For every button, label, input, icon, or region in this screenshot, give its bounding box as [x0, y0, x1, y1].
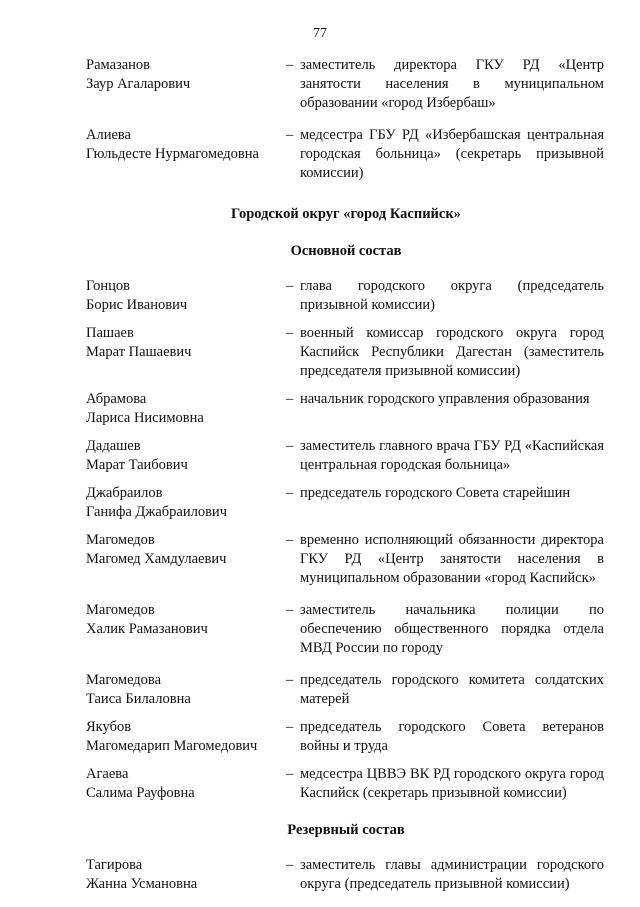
person-name [86, 437, 286, 475]
list-item [86, 718, 606, 756]
given-name: Заур Агаларович [86, 76, 191, 92]
surname: Алиева [86, 127, 131, 143]
list-item [86, 484, 606, 522]
dash: – [286, 766, 294, 782]
role-text: временно исполняющий обязанности директора ГКУ РД «Центр занятости населения в муниципальном образовании «город Каспийск» [300, 532, 604, 586]
person-role [286, 856, 604, 894]
surname: Рамазанов [86, 57, 151, 73]
list-item [86, 277, 606, 315]
given-name: Салима Рауфовна [86, 785, 195, 801]
given-name: Халик Рамазанович [86, 621, 208, 637]
list-item [86, 437, 606, 475]
given-name: Магомедарип Магомедович [86, 738, 258, 754]
person-role [286, 56, 604, 113]
dash: – [286, 278, 294, 294]
person-name [86, 765, 286, 803]
list-item [86, 671, 606, 709]
dash: – [286, 438, 294, 454]
surname: Дадашев [86, 438, 141, 454]
document-body [86, 56, 606, 907]
role-text: начальник городского управления образования [300, 391, 590, 407]
list-item [86, 390, 606, 428]
dash: – [286, 719, 294, 735]
person-role [286, 126, 604, 183]
surname: Тагирова [86, 857, 143, 873]
dash: – [286, 857, 294, 873]
list-item [86, 601, 606, 658]
surname: Пашаев [86, 325, 134, 341]
given-name: Ганифа Джабраилович [86, 504, 227, 520]
person-role [286, 437, 604, 475]
dash: – [286, 485, 294, 501]
person-role [286, 601, 604, 658]
person-name [86, 277, 286, 315]
list-item [86, 126, 606, 183]
person-role [286, 324, 604, 381]
page-number: 77 [313, 26, 327, 41]
surname: Джабраилов [86, 485, 163, 501]
list-item [86, 531, 606, 588]
person-role [286, 718, 604, 756]
role-text: председатель городского Совета ветеранов войны и труда [300, 719, 604, 754]
dash: – [286, 57, 294, 73]
person-name [86, 856, 286, 894]
person-role [286, 277, 604, 315]
person-role [286, 765, 604, 803]
person-name [86, 126, 286, 183]
dash: – [286, 602, 294, 618]
surname: Агаева [86, 766, 129, 782]
role-text: председатель городского комитета солдатских матерей [300, 672, 604, 707]
given-name: Гюльдесте Нурмагомедовна [86, 146, 259, 162]
dash: – [286, 391, 294, 407]
list-item [86, 856, 606, 894]
list-item [86, 765, 606, 803]
role-text: председатель городского Совета старейшин [300, 485, 571, 501]
person-name [86, 531, 286, 588]
dash: – [286, 672, 294, 688]
role-text: заместитель директора ГКУ РД «Центр занятости населения в муниципальном образовании «город Избербаш» [300, 57, 604, 111]
person-role [286, 531, 604, 588]
reserve-composition-heading: Резервный состав [287, 822, 405, 838]
person-role [286, 484, 604, 522]
list-item [86, 56, 606, 113]
given-name: Марат Пашаевич [86, 344, 192, 360]
person-name [86, 390, 286, 428]
district-heading: Городской округ «город Каспийск» [231, 206, 461, 222]
person-name [86, 671, 286, 709]
given-name: Магомед Хамдулаевич [86, 551, 227, 567]
person-name [86, 324, 286, 381]
role-text: глава городского округа (председатель призывной комиссии) [300, 278, 604, 313]
given-name: Жанна Усмановна [86, 876, 198, 892]
role-text: заместитель главного врача ГБУ РД «Каспийская центральная городская больница» [300, 438, 604, 473]
person-name [86, 56, 286, 113]
surname: Магомедова [86, 672, 162, 688]
person-role [286, 390, 604, 428]
surname: Гонцов [86, 278, 130, 294]
person-name [86, 484, 286, 522]
dash: – [286, 127, 294, 143]
role-text: медсестра ГБУ РД «Избербашская центральная городская больница» (секретарь призывной комиссии) [300, 127, 604, 181]
surname: Якубов [86, 719, 132, 735]
surname: Магомедов [86, 602, 155, 618]
given-name: Лариса Нисимовна [86, 410, 204, 426]
given-name: Таиса Билаловна [86, 691, 191, 707]
surname: Магомедов [86, 532, 155, 548]
role-text: заместитель начальника полиции по обеспечению общественного порядка отдела МВД России по городу [300, 602, 604, 656]
dash: – [286, 325, 294, 341]
role-text: медсестра ЦВВЭ ВК РД городского округа город Каспийск (секретарь призывной комиссии) [300, 766, 604, 801]
person-name [86, 718, 286, 756]
given-name: Марат Таибович [86, 457, 188, 473]
list-item [86, 324, 606, 381]
given-name: Борис Иванович [86, 297, 188, 313]
main-composition-heading: Основной состав [290, 243, 402, 259]
surname: Абрамова [86, 391, 147, 407]
person-role [286, 671, 604, 709]
role-text: военный комиссар городского округа город Каспийск Республики Дагестан (заместитель председателя призывной комиссии) [300, 325, 604, 379]
person-name [86, 601, 286, 658]
role-text: заместитель главы администрации городского округа (председатель призывной комиссии) [300, 857, 604, 892]
dash: – [286, 532, 294, 548]
